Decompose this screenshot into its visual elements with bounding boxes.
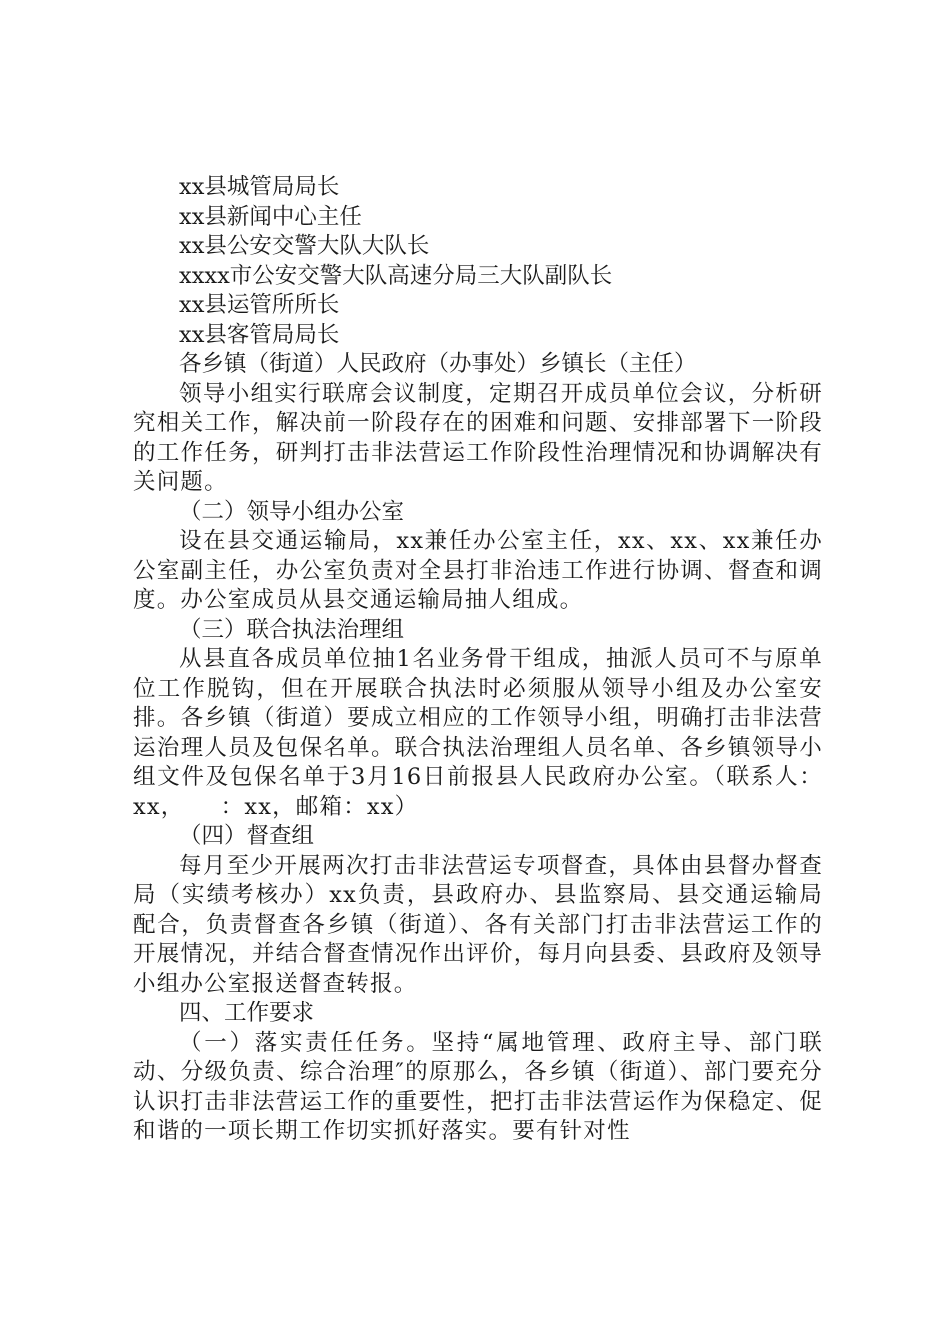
paragraph-joint-enforcement: 从县直各成员单位抽1名业务骨干组成，抽派人员可不与原单位工作脱钩，但在开展联合执法时必须服从领导小组及办公室安排。各乡镇（街道）要成立相应的工作领导小组，明确打击非法营运治理人员及包保名单。联合执法治理组人员名单、各乡镇领导小组文件及包保名单于3月16日前报县人民政府办公室。（联系人：xx， ：xx，邮箱：xx） [133, 646, 823, 820]
member-line-2: xx县新闻中心主任 [179, 203, 362, 230]
member-line-6: xx县客管局局长 [179, 321, 340, 348]
heading-supervision-group: （四）督查组 [179, 823, 315, 849]
heading-work-requirements: 四、工作要求 [179, 1000, 315, 1026]
paragraph-requirements: （一）落实责任任务。坚持“属地管理、政府主导、部门联动、分级负责、综合治理″的原那么，各乡镇（街道）、部门要充分认识打击非法营运工作的重要性，把打击非法营运作为保稳定、促和谐的一项长期工作切实抓好落实。要有针对性 [133, 1029, 823, 1144]
member-line-3: xx县公安交警大队大队长 [179, 233, 430, 259]
member-line-4: xxxx市公安交警大队高速分局三大队副队长 [179, 262, 613, 289]
paragraph-supervision: 每月至少开展两次打击非法营运专项督查，具体由县督办督查局（实绩考核办）xx负责，县政府办、县监察局、县交通运输局配合，负责督查各乡镇（街道）、各有关部门打击非法营运工作的开展情况，并结合督查情况作出评价，每月向县委、县政府及领导小组办公室报送督查转报。 [133, 852, 823, 997]
member-line-5: xx县运管所所长 [179, 292, 340, 318]
member-line-7: 各乡镇（街道）人民政府（办事处）乡镇长（主任） [179, 351, 697, 377]
paragraph-joint-meeting: 领导小组实行联席会议制度，定期召开成员单位会议，分析研究相关工作，解决前一阶段存在的困难和问题、安排部署下一阶段的工作任务，研判打击非法营运工作阶段性治理情况和协调解决有关问题。 [133, 380, 823, 495]
document-body [133, 173, 823, 1147]
heading-leading-group-office: （二）领导小组办公室 [179, 498, 405, 525]
heading-joint-enforcement: （三）联合执法治理组 [179, 616, 405, 643]
paragraph-office: 设在县交通运输局，xx兼任办公室主任，xx、xx、xx兼任办公室副主任，办公室负责对全县打非治违工作进行协调、督查和调度。办公室成员从县交通运输局抽人组成。 [133, 528, 823, 613]
member-line-1: xx县城管局局长 [179, 174, 340, 200]
